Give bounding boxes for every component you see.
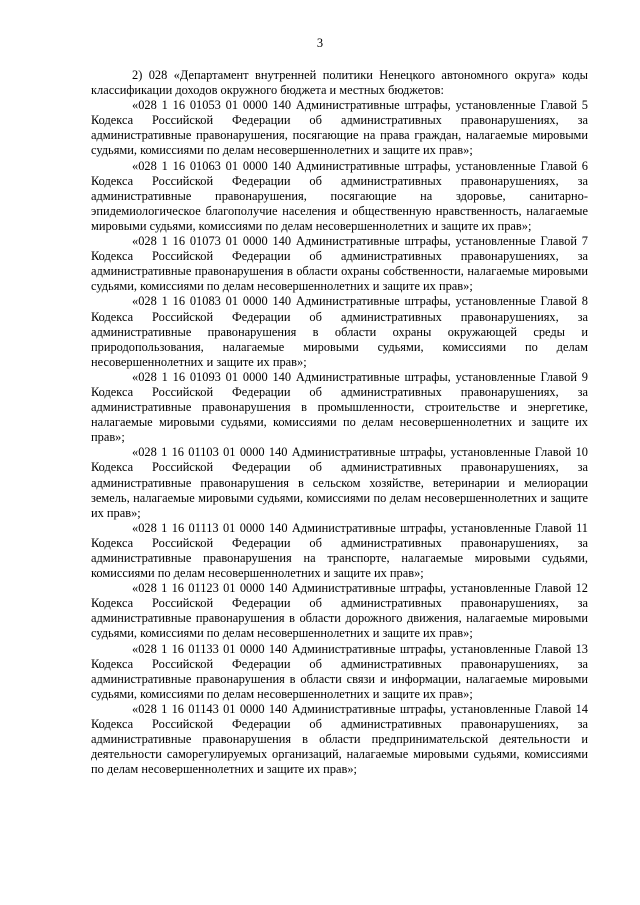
paragraph-code-01103: «028 1 16 01103 01 0000 140 Административные штрафы, установленные Главой 10 Кодекса Российской Федерации об административных правонарушениях, за административные правонарушения в сельском хозяйстве, ветеринарии и мелиорации земель, налагаемые мировыми судьями, комиссиями по делам несовершеннолетних и защите их прав»; [91,445,588,520]
document-body [91,68,588,777]
paragraph-intro: 2) 028 «Департамент внутренней политики Ненецкого автономного округа» коды классификации доходов окружного бюджета и местных бюджетов: [91,68,588,98]
paragraph-code-01133: «028 1 16 01133 01 0000 140 Административные штрафы, установленные Главой 13 Кодекса Российской Федерации об административных правонарушениях, за административные правонарушения в области связи и информации, налагаемые мировыми судьями, комиссиями по делам несовершеннолетних и защите их прав»; [91,641,588,701]
paragraph-code-01083: «028 1 16 01083 01 0000 140 Административные штрафы, установленные Главой 8 Кодекса Российской Федерации об административных правонарушениях, за административные правонарушения в области охраны окружающей среды и природопользования, налагаемые мировыми судьями, комиссиями по делам несовершеннолетних и защите их прав»; [91,294,588,369]
paragraph-code-01123: «028 1 16 01123 01 0000 140 Административные штрафы, установленные Главой 12 Кодекса Российской Федерации об административных правонарушениях, за административные правонарушения в области дорожного движения, налагаемые мировыми судьями, комиссиями по делам несовершеннолетних и защите их прав»; [91,581,588,641]
paragraph-code-01093: «028 1 16 01093 01 0000 140 Административные штрафы, установленные Главой 9 Кодекса Российской Федерации об административных правонарушениях, за административные правонарушения в промышленности, строительстве и энергетике, налагаемые мировыми судьями, комиссиями по делам несовершеннолетних и защите их прав»; [91,369,588,445]
page-number: 3 [316,36,324,50]
paragraph-code-01073: «028 1 16 01073 01 0000 140 Административные штрафы, установленные Главой 7 Кодекса Российской Федерации об административных правонарушениях, за административные правонарушения в области охраны собственности, налагаемые мировыми судьями, комиссиями по делам несовершеннолетних и защите их прав»; [91,234,588,294]
paragraph-code-01053: «028 1 16 01053 01 0000 140 Административные штрафы, установленные Главой 5 Кодекса Российской Федерации об административных правонарушениях, за административные правонарушения, посягающие на права граждан, налагаемые мировыми судьями, комиссиями по делам несовершеннолетних и защите их прав»; [91,98,588,158]
paragraph-code-01143: «028 1 16 01143 01 0000 140 Административные штрафы, установленные Главой 14 Кодекса Российской Федерации об административных правонарушениях, за административные правонарушения в области предпринимательской деятельности и деятельности саморегулируемых организаций, налагаемые мировыми судьями, комиссиями по делам несовершеннолетних и защите их прав»; [91,701,588,777]
paragraph-code-01063: «028 1 16 01063 01 0000 140 Административные штрафы, установленные Главой 6 Кодекса Российской Федерации об административных правонарушениях, за административные правонарушения, посягающие на здоровье, санитарно-эпидемиологическое благополучие населения и общественную нравственность, налагаемые мировыми судьями, комиссиями по делам несовершеннолетних и защите их прав»; [91,158,588,233]
paragraph-code-01113: «028 1 16 01113 01 0000 140 Административные штрафы, установленные Главой 11 Кодекса Российской Федерации об административных правонарушениях, за административные правонарушения на транспорте, налагаемые мировыми судьями, комиссиями по делам несовершеннолетних и защите их прав»; [91,520,588,581]
